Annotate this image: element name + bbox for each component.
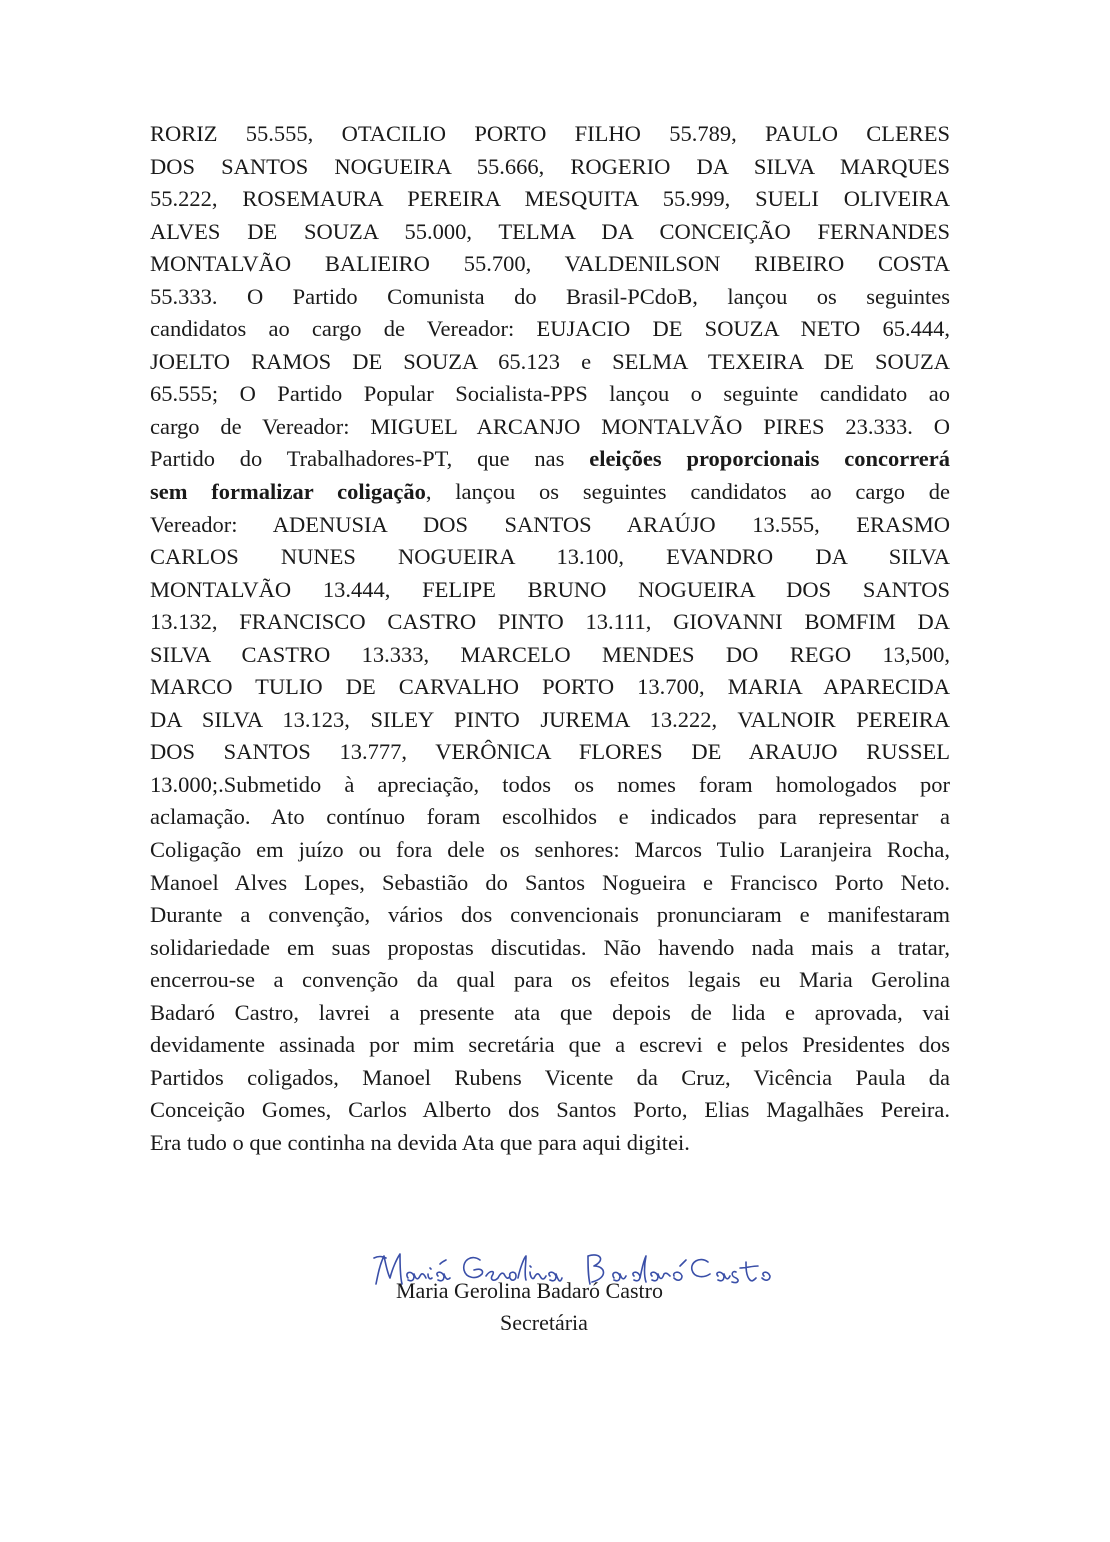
text-line: Badaró Castro, lavrei a presente ata que depois de lida e aprovada, vai [150, 999, 950, 1025]
text-line: encerrou-se a convenção da qual para os efeitos legais eu Maria Gerolina [150, 967, 950, 993]
text-segment: Partido do Trabalhadores-PT, que nas [150, 446, 590, 472]
bold-emphasis: eleições proporcionais concorrerá [589, 446, 950, 472]
text-line: MONTALVÃO BALIEIRO 55.700, VALDENILSON RIBEIRO COSTA [150, 251, 950, 277]
text-line: Era tudo o que continha na devida Ata que para aqui digitei. [150, 1129, 690, 1155]
signature-block [360, 1248, 800, 1348]
text-line: RORIZ 55.555, OTACILIO PORTO FILHO 55.789, PAULO CLERES [150, 121, 950, 146]
text-line: 65.555; O Partido Popular Socialista-PPS lançou o seguinte candidato ao [150, 381, 950, 407]
text-line-with-emphasis [150, 476, 950, 509]
text-line: cargo de Vereador: MIGUEL ARCANJO MONTALVÃO PIRES 23.333. O [150, 413, 950, 439]
text-line: SILVA CASTRO 13.333, MARCELO MENDES DO REGO 13,500, [150, 641, 950, 667]
bold-emphasis: sem formalizar coligação [150, 479, 426, 505]
signer-role: Secretária [500, 1310, 588, 1335]
text-line: 13.000;.Submetido à apreciação, todos os nomes foram homologados por [150, 771, 950, 797]
text-line-with-emphasis [150, 443, 950, 476]
text-line: solidariedade em suas propostas discutidas. Não havendo nada mais a tratar, [150, 934, 950, 960]
text-line: CARLOS NUNES NOGUEIRA 13.100, EVANDRO DA SILVA [150, 544, 950, 570]
text-line: Manoel Alves Lopes, Sebastião do Santos Nogueira e Francisco Porto Neto. [150, 869, 950, 895]
text-line: aclamação. Ato contínuo foram escolhidos e indicados para representar a [150, 804, 950, 830]
text-line: devidamente assinada por mim secretária que a escrevi e pelos Presidentes dos [150, 1032, 950, 1058]
text-line: DOS SANTOS NOGUEIRA 55.666, ROGERIO DA SILVA MARQUES [150, 153, 950, 179]
text-line: Vereador: ADENUSIA DOS SANTOS ARAÚJO 13.555, ERASMO [150, 511, 950, 537]
text-line: 55.333. O Partido Comunista do Brasil-PCdoB, lançou os seguintes [150, 283, 950, 309]
text-line: DA SILVA 13.123, SILEY PINTO JUREMA 13.222, VALNOIR PEREIRA [150, 706, 950, 732]
text-line: MONTALVÃO 13.444, FELIPE BRUNO NOGUEIRA DOS SANTOS [150, 576, 950, 602]
text-line: 13.132, FRANCISCO CASTRO PINTO 13.111, GIOVANNI BOMFIM DA [150, 609, 950, 635]
text-line: DOS SANTOS 13.777, VERÔNICA FLORES DE ARAUJO RUSSEL [150, 739, 950, 765]
text-line: JOELTO RAMOS DE SOUZA 65.123 e SELMA TEXEIRA DE SOUZA [150, 348, 950, 374]
text-line: Durante a convenção, vários dos convencionais pronunciaram e manifestaram [150, 902, 950, 928]
text-line: Conceição Gomes, Carlos Alberto dos Santos Porto, Elias Magalhães Pereira. [150, 1097, 950, 1123]
text-segment: , lançou os seguintes candidatos ao cargo de [425, 479, 950, 505]
minutes-body-text [150, 118, 950, 1160]
text-line: Coligação em juízo ou fora dele os senhores: Marcos Tulio Laranjeira Rocha, [150, 837, 950, 863]
signer-name: Maria Gerolina Badaró Castro [396, 1278, 663, 1303]
text-line: candidatos ao cargo de Vereador: EUJACIO DE SOUZA NETO 65.444, [150, 316, 950, 342]
text-line: Partidos coligados, Manoel Rubens Vicente da Cruz, Vicência Paula da [150, 1064, 950, 1090]
text-line: ALVES DE SOUZA 55.000, TELMA DA CONCEIÇÃO FERNANDES [150, 218, 950, 244]
text-line: 55.222, ROSEMAURA PEREIRA MESQUITA 55.999, SUELI OLIVEIRA [150, 186, 950, 212]
text-line: MARCO TULIO DE CARVALHO PORTO 13.700, MARIA APARECIDA [150, 674, 950, 700]
